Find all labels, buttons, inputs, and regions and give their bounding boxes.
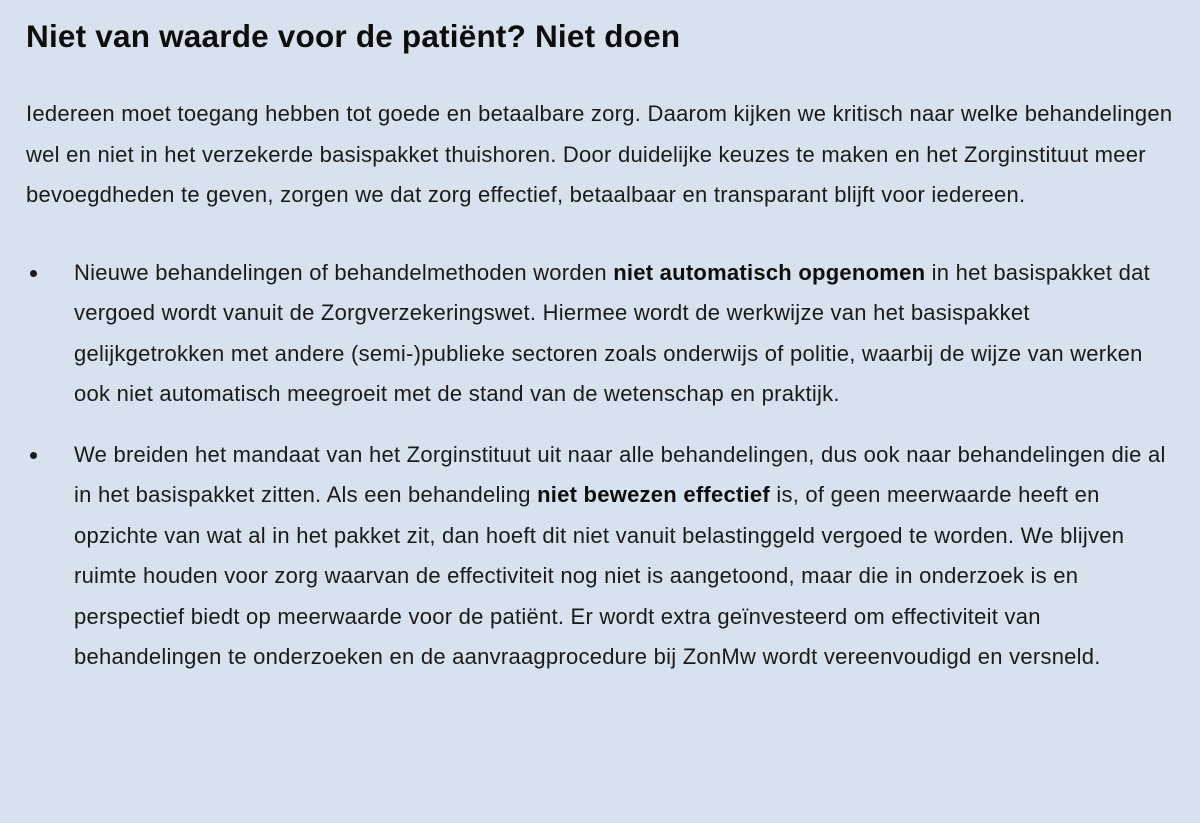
bullet-list: [26, 253, 1176, 678]
bullet-item-mandate: [26, 435, 1176, 678]
bullet-text: Nieuwe behandelingen of behandelmethoden worden: [74, 259, 614, 285]
bullet-text: in het basispakket dat vergoed wordt vanuit de Zorgverzekeringswet. Hiermee wordt de werkwijze van het basispakket gelijkgetrokken met andere (semi-)publieke sectoren zoals onderwijs of politie, waarbij de wijze van werken ook niet automatisch meegroeit met de stand van de wetenschap en praktijk.: [74, 259, 1150, 406]
bullet-item-new-treatments: [26, 253, 1176, 415]
bullet-emphasis: niet bewezen effectief: [537, 482, 770, 507]
intro-paragraph: Iedereen moet toegang hebben tot goede en betaalbare zorg. Daarom kijken we kritisch naar welke behandelingen wel en niet in het verzekerde basispakket thuishoren. Door duidelijke keuzes te maken en het Zorginstituut meer bevoegdheden te geven, zorgen we dat zorg effectief, betaalbaar en transparant blijft voor iedereen.: [26, 101, 1173, 207]
bullet-dot-icon: [30, 270, 37, 277]
bullet-text: We breiden het mandaat van het Zorginstituut uit naar alle behandelingen, dus ook naar behandelingen die al in het basispakket zitten. Als een behandeling: [74, 441, 1166, 507]
bullet-text: is, of geen meerwaarde heeft en opzichte van wat al in het pakket zit, dan hoeft dit niet vanuit belastinggeld vergoed te worden. We blijven ruimte houden voor zorg waarvan de effectiviteit nog niet is aangetoond, maar die in onderzoek is en perspectief biedt op meerwaarde voor de patiënt. Er wordt extra geïnvesteerd om effectiviteit van behandelingen te onderzoeken en de aanvraagprocedure bij ZonMw wordt vereenvoudigd en versneld.: [74, 482, 1125, 669]
bullet-emphasis: niet automatisch opgenomen: [613, 259, 926, 285]
bullet-dot-icon: [30, 452, 37, 459]
section-heading: Niet van waarde voor de patiënt? Niet doen: [26, 18, 681, 54]
